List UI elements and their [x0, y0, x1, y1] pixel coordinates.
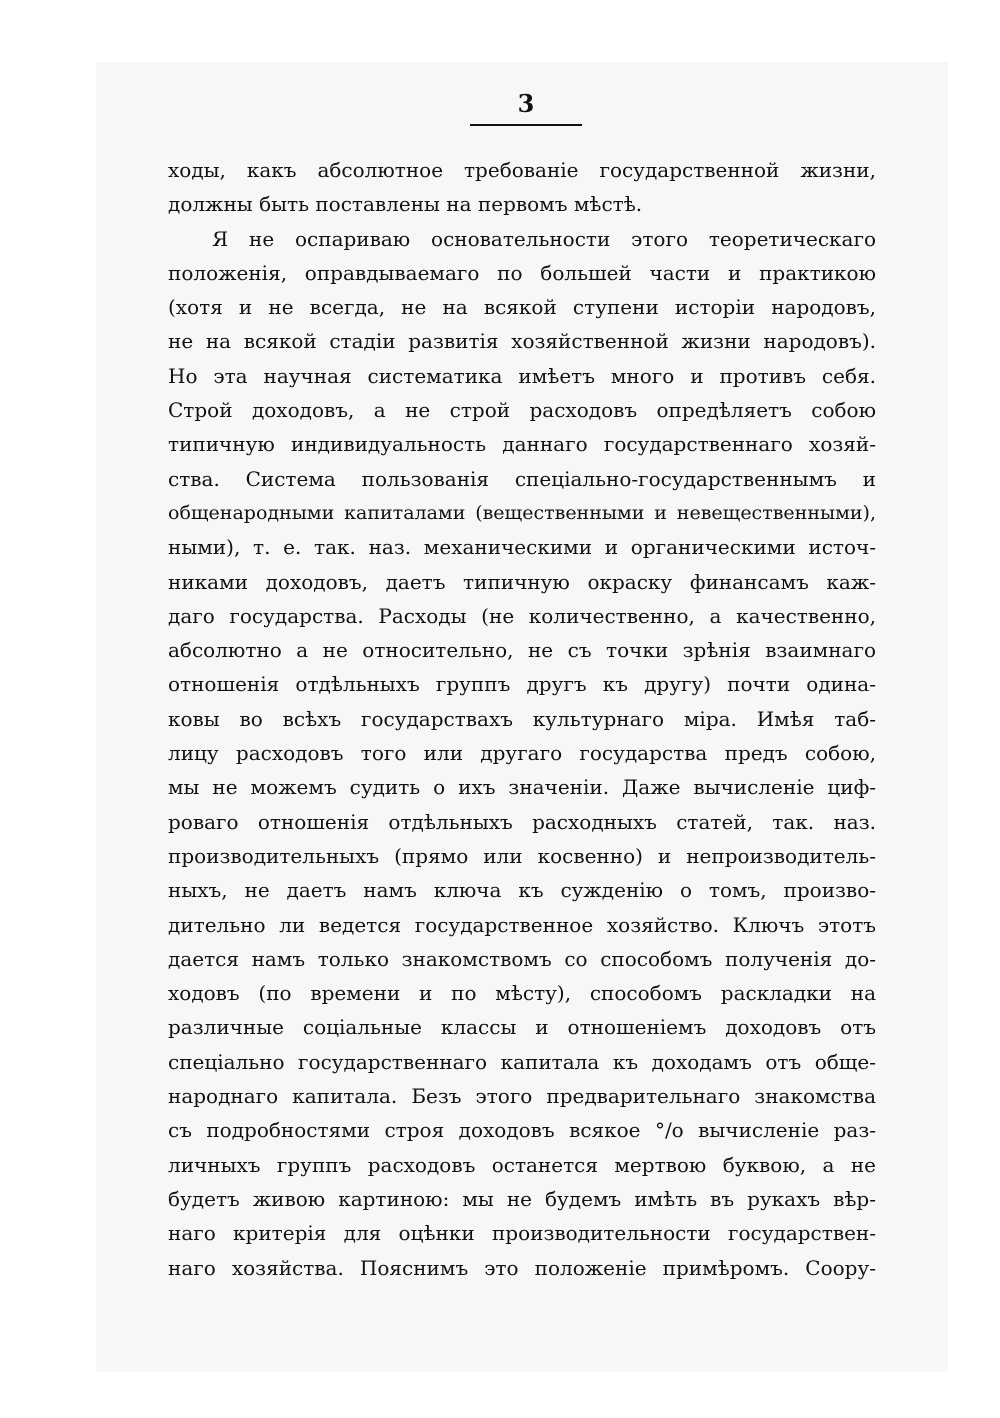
- text-line: абсолютно а не относительно, не съ точки зрѣнія взаимнаго: [168, 638, 876, 663]
- text-line: ства. Система пользованія спеціально-государственнымъ и: [168, 466, 876, 491]
- text-line: Строй доходовъ, а не строй расходовъ опредѣляетъ собою: [168, 398, 876, 423]
- text-line: Но эта научная систематика имѣетъ много и противъ себя.: [168, 363, 876, 388]
- text-line: спеціально государственнаго капитала къ доходамъ отъ обще-: [168, 1049, 876, 1074]
- text-line: должны быть поставлены на первомъ мѣстѣ.: [168, 192, 643, 217]
- text-line: мы не можемъ судить о ихъ значеніи. Даже вычисленіе циф-: [168, 775, 876, 800]
- text-line: лицу расходовъ того или другаго государства предъ собою,: [168, 741, 876, 766]
- text-line: ходовъ (по времени и по мѣсту), способомъ раскладки на: [168, 981, 876, 1006]
- text-line: ковы во всѣхъ государствахъ культурнаго міра. Имѣя таб-: [168, 706, 876, 731]
- text-line: роваго отношенія отдѣльныхъ расходныхъ статей, так. наз.: [168, 809, 876, 834]
- text-line: дается намъ только знакомствомъ со способомъ полученія до-: [168, 946, 876, 971]
- text-line: Я не оспариваю основательности этого теоретическаго: [212, 226, 876, 251]
- body-text: [168, 153, 876, 1285]
- text-line: личныхъ группъ расходовъ останется мертвою буквою, а не: [168, 1152, 876, 1177]
- text-line: общенародными капиталами (вещественными и невещественными),: [168, 501, 876, 524]
- text-line: будетъ живою картиною: мы не будемъ имѣть въ рукахъ вѣр-: [168, 1186, 876, 1211]
- text-line: наго критерія для оцѣнки производительности государствен-: [168, 1221, 876, 1246]
- text-line: съ подробностями строя доходовъ всякое °/о вычисленіе раз-: [168, 1118, 876, 1143]
- text-line: типичную индивидуальность даннаго государственнаго хозяй-: [168, 432, 876, 457]
- text-line: отношенія отдѣльныхъ группъ другъ къ другу) почти одина-: [168, 672, 876, 697]
- text-line: ходы, какъ абсолютное требованіе государственной жизни,: [168, 158, 876, 182]
- text-line: положенія, оправдываемаго по большей части и практикою: [168, 260, 876, 285]
- text-line: дительно ли ведется государственное хозяйство. Ключъ этотъ: [168, 912, 876, 937]
- page-number: 3: [517, 89, 535, 118]
- text-line: ныхъ, не даетъ намъ ключа къ сужденію о томъ, произво-: [168, 878, 876, 903]
- text-line: даго государства. Расходы (не количественно, а качественно,: [168, 603, 876, 628]
- text-line: производительныхъ (прямо или косвенно) и непроизводитель-: [168, 843, 876, 868]
- page-number-rule: [470, 124, 582, 126]
- text-line: не на всякой стадіи развитія хозяйственной жизни народовъ).: [168, 329, 876, 354]
- text-line: ными), т. е. так. наз. механическими и органическими источ-: [168, 535, 876, 560]
- text-line: различные соціальные классы и отношеніемъ доходовъ отъ: [168, 1015, 876, 1040]
- text-line: (хотя и не всегда, не на всякой ступени исторіи народовъ,: [168, 295, 876, 320]
- text-line: наго хозяйства. Пояснимъ это положеніе примѣромъ. Соору-: [168, 1255, 876, 1280]
- text-line: никами доходовъ, даетъ типичную окраску финансамъ каж-: [168, 569, 876, 594]
- text-line: народнаго капитала. Безъ этого предварительнаго знакомства: [168, 1084, 876, 1109]
